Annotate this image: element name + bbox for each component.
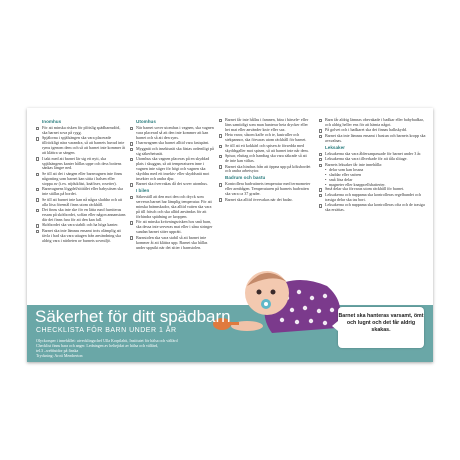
checkbox[interactable]: [130, 148, 133, 151]
checklist-item[interactable]: Leksakerna och nappama ska kontrolleras ofta och de trasiga ska ersättas.: [319, 203, 427, 213]
checklist-item[interactable]: Barn får aldrig lämnas obevakade i badkar eller babybadkar, och aldrig heller ens för att hämta något.: [319, 118, 427, 128]
checklist-item[interactable]: Leksakerna och nappama ska kontrolleras regelbundet och trasiga delar ska tas bort.: [319, 193, 427, 203]
checklist-sheet: [27, 108, 433, 362]
checkbox[interactable]: [36, 137, 39, 140]
checkbox[interactable]: [130, 158, 133, 161]
checklist-item[interactable]: Se till att barnet inte kan nå några sladdar och att alla lösa föremål finns utom räckhåll.: [36, 198, 126, 208]
checkbox[interactable]: [319, 135, 322, 138]
page-title: Säkerhet för ditt spädbarn: [35, 307, 231, 326]
checkbox[interactable]: [219, 145, 222, 148]
bullet-item: • små lösa delar: [319, 178, 427, 183]
checkbox[interactable]: [319, 153, 322, 156]
checkbox[interactable]: [36, 209, 39, 212]
credit-line: Olyckorsper i innehållet: utvecklingschef Ulla Korpilahti, Institutet för hälsa och välfärd: [36, 338, 178, 343]
column-toys: [319, 118, 427, 214]
checkbox[interactable]: [36, 198, 39, 201]
checklist-item[interactable]: Det finns ska inte ske för en lätta rund furniteras ersam på skötbordet, soffan eller någon annanstans där det finns fara för att den kan fall.: [36, 208, 126, 223]
checklist-item[interactable]: På golvet och i badkaret ska det finnas halkskydd.: [319, 128, 427, 133]
checkbox[interactable]: [319, 158, 322, 161]
page-subtitle: CHECKLISTA FÖR BARN UNDER 1 ÅR: [36, 327, 177, 334]
section-title-car: I bilen: [136, 188, 150, 194]
checkbox[interactable]: [219, 183, 222, 186]
checkbox[interactable]: [319, 194, 322, 197]
checkbox[interactable]: [130, 221, 133, 224]
checkbox[interactable]: [319, 129, 322, 132]
checkbox[interactable]: [319, 204, 322, 207]
checkbox[interactable]: [319, 188, 322, 191]
checklist-item[interactable]: Barnet ska inte lämnas ensamt i bastun och barnets kropp ska avsvalnas.: [319, 134, 427, 144]
bullet-item: • magneter eller knappcellsbatterier.: [319, 183, 427, 188]
checkbox[interactable]: [36, 224, 39, 227]
checklist-item[interactable]: I barnvagnen ska barnet alltid vara fastspänt.: [130, 141, 214, 146]
checklist-item[interactable]: För att minska kvävningsrisken hos små barn, ska dessa inte serveras mat eller i såna stringer sundan barnet sitter upprätt.: [130, 220, 214, 235]
checkbox[interactable]: [36, 127, 39, 130]
credit-line: Tryckning: Aroti Memberton: [36, 353, 83, 358]
checkbox[interactable]: [130, 196, 133, 199]
checkbox[interactable]: [36, 230, 39, 233]
section-title-indoors: Inomhus: [42, 119, 62, 124]
warning-callout: Barnet ska hanteras varsamt, ömt och lugnt och det får aldrig skakas.: [338, 307, 424, 348]
checklist-item[interactable]: Barnet ska hindras från att öppna upp på köksbordet och andra arbetsytor.: [219, 165, 311, 175]
checkbox[interactable]: [130, 127, 133, 130]
credit-line: Checklist finns bara och anger. Ledningen av heltejidat av hälsa och välfärd,: [36, 343, 159, 348]
checkbox[interactable]: [219, 198, 222, 201]
checklist-item[interactable]: Säkerställ att den mot den och dryck som serveras barnet har lämplig temperatur. För att minska brännskador, ska alltid vatten ska vara på till fräsch och ska alltid användas för att förhindra spädning av kroppen.: [130, 195, 214, 220]
checklist-item[interactable]: Se till att ett kokkärl och spisen är försedda med skyddsgaller mot spisen, så att barnet inte når dem.: [219, 144, 311, 154]
checkbox[interactable]: [319, 119, 322, 122]
checklist-item[interactable]: Leksakerna ska vara åldersanpassade för barnet under 3 år.: [319, 152, 427, 157]
checkbox[interactable]: [219, 119, 222, 122]
checklist-item[interactable]: Barnet ska alltid övervakas när det badar.: [219, 198, 311, 203]
checklist-item[interactable]: Myggnät och insektsnät ska fästas ordentligt på sig säkerhetsnät.: [130, 147, 214, 157]
checkbox[interactable]: [219, 134, 222, 137]
checklist-item[interactable]: Skötbordet ska vara stabilt och ha höga kanter.: [36, 223, 126, 228]
checkbox[interactable]: [130, 142, 133, 145]
checkbox[interactable]: [130, 236, 133, 239]
checkbox[interactable]: [36, 188, 39, 191]
checklist-item[interactable]: Barnet får inte hållas i famnen, bära i bärsele- eller läns samtidigt som man hanterar heta drycker eller het mat eller använder kniv eller sax.: [219, 118, 311, 133]
checklist-item[interactable]: Barnet ska övervakas då det sover utomhus.: [130, 182, 214, 187]
checklist-item[interactable]: Små delar ska förvaras utom räckhåll för barnet.: [319, 187, 427, 192]
checklist-item[interactable]: Spjälorna i spjälsängen ska vara placerade tillräckligt nära varandra, så att barnets huvud inte ryms igenom dem och så att barnet inte kommer åt att klättra ur sängen.: [36, 136, 126, 156]
checklist-item[interactable]: Leksakerna ska vara tillverkade för att tåla slitage.: [319, 157, 427, 162]
checkbox[interactable]: [36, 173, 39, 176]
column-outdoors: [130, 118, 214, 251]
checklist-item[interactable]: Barnet ska inte lämnas ensamt trots olämplig att tävla i bad ska vara uttagen från användning ska aldrig vara i närheten av barnets sovmiljö.: [36, 229, 126, 244]
checkbox[interactable]: [130, 183, 133, 186]
checkbox[interactable]: [36, 157, 39, 160]
checklist-item[interactable]: När barnet sover utomhus i vagnen, ska vagnen vara placerad så att den inte kommer att kan barnet och så att den syns.: [130, 126, 214, 141]
checklist-item[interactable]: Barnets leksaker får inte innehålla:: [319, 163, 427, 168]
checkbox[interactable]: [219, 165, 222, 168]
section-title-toys: Leksaker: [325, 144, 345, 150]
checklist-item[interactable]: Spisar, eluttag och handtag ska vara säkrade så att de inte kan vältas.: [219, 154, 311, 164]
checklist-item[interactable]: Barnstolen ska vara stabil så att barnet inte kommer åt att klättra upp. Barnet ska hållas under uppsikt när det sitter i barnstolen.: [130, 236, 214, 251]
checklist-item[interactable]: Kontrollera badvattnets temperatur med termometer eller armbågen. Temperaturen på barnets badvatten ska vara ca 37 grader.: [219, 182, 311, 197]
column-kitchen: [219, 118, 311, 203]
bullet-item: • delar som kan lossna: [319, 168, 427, 173]
checklist-item[interactable]: Heta varor, såsom kaffe och te, kastruller och stekpannor, ska förvaras utom räckhåll för barnet.: [219, 133, 311, 143]
section-title-outdoors: Utomhus: [136, 119, 156, 124]
checklist-item[interactable]: Utomhus ska vagnen placeras på en skyddad plats i skuggan, så att temperaturen inne i vagnen inte stiger för högt och vagnen ska skyddas med ett insekts- eller skyddsnät mot insekter och andra djur.: [130, 157, 214, 182]
checklist-item[interactable]: I takt med att barnet lär sig ett nytt, ska spjälsängens kanter hållas uppe och dess bottens sänkas längre ned.: [36, 157, 126, 172]
checklist-item[interactable]: Se till att det i sängen eller barnvagnen inte finns någonting som barnet kan sätta i halsen eller stoppa av (t.ex. nijdukfäst, knäfixer, rosetter).: [36, 172, 126, 187]
checklist-item[interactable]: Barnvagnens löggdel/sitttålet eller babysitsen ska inte ställas på bordet.: [36, 187, 126, 197]
bullet-item: • sladdar eller snören: [319, 173, 427, 178]
credit-line: tel.3 –webbsidor på finska: [36, 348, 79, 353]
checklist-item[interactable]: För att minska risken för plötslig spädbarnsdöd, ska barnet sova på rygg.: [36, 126, 126, 136]
checkbox[interactable]: [319, 164, 322, 167]
column-indoors: [36, 118, 126, 244]
section-title-bathroom: Badrum och bastu: [225, 175, 266, 181]
checkbox[interactable]: [219, 155, 222, 158]
